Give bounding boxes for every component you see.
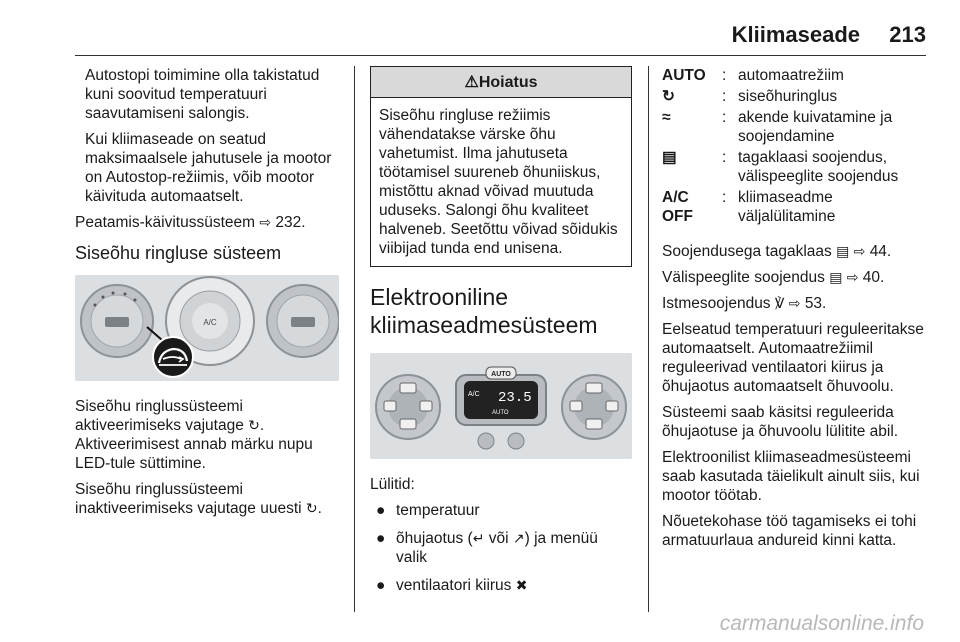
paragraph: Süsteemi saab käsitsi reguleerida õhujaotuse ja õhuvoolu lülitite abil.	[662, 404, 899, 440]
svg-text:AUTO: AUTO	[491, 371, 511, 378]
switches-label: Lülitid:	[370, 476, 415, 493]
cross-reference-page: 40.	[862, 269, 885, 286]
cross-reference-text: Välispeeglite soojendus	[662, 269, 825, 286]
paragraph: Eelseatud temperatuuri reguleeritakse automaatselt. Automaatrežiimil reguleerivad ventilaatori kiirus ja õhujaotus automaatselt õhuvoolu.	[662, 321, 924, 395]
legend-key: AUTO	[662, 67, 706, 84]
svg-text:A/C: A/C	[203, 318, 217, 327]
column-right	[662, 66, 926, 557]
page-number: 213	[889, 22, 926, 47]
legend-value: automaatrežiim	[738, 67, 844, 84]
rear-window-heat-icon: ▤	[836, 243, 850, 259]
cross-reference	[662, 268, 926, 287]
cross-reference	[662, 294, 926, 313]
bullet: ●	[376, 502, 386, 519]
page-ref-arrow-icon: ⇨	[853, 243, 866, 259]
switch-list	[370, 501, 632, 595]
svg-text:23.5: 23.5	[498, 390, 532, 406]
cross-reference-text: Istmesoojendus	[662, 295, 771, 312]
section-heading: Siseõhu ringluse süsteem	[75, 243, 282, 263]
chapter-title: Kliimaseade	[731, 22, 860, 47]
page-header	[0, 0, 960, 60]
list-item	[370, 501, 632, 520]
legend-value: tagaklaasi soojendus, välispeeglite soojendus	[738, 149, 899, 185]
paragraph-text: Siseõhu ringlussüsteemi aktiveerimiseks vajutage	[75, 398, 244, 434]
column-left	[75, 66, 343, 525]
defrost-icon: ≈	[662, 109, 671, 126]
legend-row	[662, 188, 926, 226]
recirculation-icon: ↻	[662, 88, 675, 105]
list-item-text: temperatuur	[396, 502, 480, 519]
spacer	[662, 228, 926, 242]
svg-text:A/C: A/C	[468, 391, 480, 398]
warning-box	[370, 66, 632, 267]
legend-separator: :	[722, 149, 727, 166]
page-ref-arrow-icon: ⇨	[846, 269, 859, 285]
page-ref-arrow-icon: ⇨	[259, 214, 272, 230]
rear-window-heat-icon: ▤	[662, 149, 677, 166]
paragraph: Siseõhu ringlussüsteemi inaktiveerimiseks vajutage uuesti ↻.	[75, 481, 322, 517]
cross-reference-text: Soojendusega tagaklaas	[662, 243, 832, 260]
cross-reference-text: Peatamis-käivitussüsteem	[75, 214, 256, 231]
paragraph: Kui kliimaseade on seatud maksimaalsele jahutusele ja mootor on Autostop-režiimis, võib mootor käivituda automaatselt.	[85, 131, 332, 205]
climate-control-figure	[370, 353, 632, 459]
list-item	[370, 576, 632, 595]
legend-row	[662, 148, 926, 186]
section-heading: Elektrooniline kliimaseadmesüsteem	[370, 284, 598, 338]
legend-row	[662, 66, 926, 85]
legend-value: akende kuivatamine ja soojendamine	[738, 109, 893, 145]
list-item-text: ventilaatori kiirus	[396, 577, 512, 594]
bullet: ●	[376, 530, 386, 547]
paragraph: Nõuetekohase töö tagamiseks ei tohi armatuurlaua andureid kinni katta.	[662, 513, 917, 549]
legend-separator: :	[722, 109, 727, 126]
recirculation-figure	[75, 275, 339, 381]
bullet: ●	[376, 577, 386, 594]
legend-value: siseõhuringlus	[738, 88, 838, 105]
recirculation-icon: ↻	[305, 500, 318, 516]
legend-key: A/C OFF	[662, 189, 693, 225]
cross-reference	[75, 213, 343, 232]
list-item-text: ) ja menüü valik	[396, 530, 598, 566]
warning-header	[371, 67, 631, 98]
seat-heat-icon: ℣	[774, 295, 785, 311]
header-rule	[75, 55, 926, 56]
fan-icon: ✖	[515, 577, 528, 593]
air-distribution-icon: ↗	[512, 530, 525, 546]
warning-title: Hoiatus	[478, 74, 538, 91]
legend-separator: :	[722, 189, 727, 206]
cross-reference-page: 53.	[804, 295, 827, 312]
warning-triangle-icon: ⚠	[464, 74, 479, 91]
recirculation-icon: ↻	[248, 417, 260, 433]
column-divider	[354, 66, 355, 612]
warning-text: Siseõhu ringluse režiimis vähendatakse värske õhu vahetumist. Ilma jahutuseta töötamisel suureneb õhuniiskus, mistõttu aknad võivad muutuda uduseks. Salongi õhu kvaliteet halveneb. Seetõttu võivad sõidukis viibijad tunda end unisena.	[379, 107, 618, 257]
paragraph-text: Siseõhu ringlussüsteemi inaktiveerimiseks vajutage uuesti	[75, 481, 302, 517]
legend-value: kliimaseadme väljalülitamine	[738, 189, 836, 225]
paragraph: Elektroonilist kliimaseadmesüsteemi saab kasutada täielikult ainult siis, kui mootor töötab.	[662, 449, 920, 504]
rear-window-heat-icon: ▤	[829, 269, 843, 285]
legend-row	[662, 87, 926, 106]
legend-separator: :	[722, 88, 727, 105]
list-item-text: õhujaotus (	[396, 530, 473, 547]
cross-reference-page: 232.	[275, 214, 306, 231]
list-item	[370, 529, 632, 567]
page-ref-arrow-icon: ⇨	[788, 295, 801, 311]
column-divider	[648, 66, 649, 612]
legend-separator: :	[722, 67, 727, 84]
paragraph: Siseõhu ringlussüsteemi aktiveerimiseks vajutage ↻. Aktiveerimisest annab märku nupu LED-tule süttimine.	[75, 398, 313, 472]
paragraph-text: Aktiveerimisest annab märku nupu LED-tule süttimine.	[75, 436, 313, 472]
legend-row	[662, 108, 926, 146]
column-middle	[370, 66, 632, 604]
cross-reference	[662, 242, 926, 261]
air-distribution-icon: ↵	[472, 530, 485, 546]
svg-text:AUTO: AUTO	[492, 410, 509, 416]
cross-reference-page: 44.	[869, 243, 892, 260]
watermark: carmanualsonline.info	[719, 612, 924, 635]
list-item-text: või	[488, 530, 509, 547]
paragraph: Autostopi toimimine olla takistatud kuni soovitud temperatuuri saavutamiseni salongis.	[85, 67, 320, 122]
